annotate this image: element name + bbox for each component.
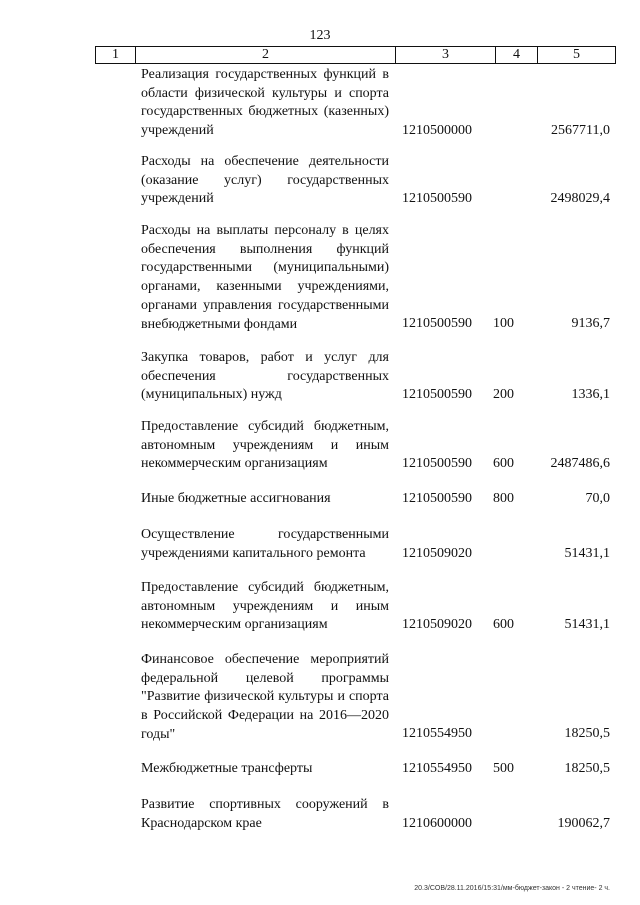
row-type: 600 xyxy=(493,456,514,471)
row-code: 1210500590 xyxy=(402,316,472,331)
row-type: 500 xyxy=(493,761,514,776)
row-description: Реализация государственных функций в области физической культуры и спорта государственных бюджетных (казенных) учреждений xyxy=(141,67,389,139)
row-description: Расходы на выплаты персоналу в целях обеспечения выполнения функций государственными (муниципальными) органами, казенными учреждениями, органами управления государственными внебюджетными фондами xyxy=(141,223,389,332)
row-description: Расходы на обеспечение деятельности (оказание услуг) государственных учреждений xyxy=(141,154,389,207)
document-stamp-text: 20.3/COB/28.11.2016/15:31/мм-бюджет-закон - 2 чтение- 2 ч. xyxy=(414,885,610,892)
row-amount: 70,0 xyxy=(585,491,610,506)
row-amount: 2498029,4 xyxy=(550,191,610,206)
row-amount: 1336,1 xyxy=(571,387,610,402)
row-code: 1210500590 xyxy=(402,387,472,402)
row-amount: 18250,5 xyxy=(564,726,610,741)
header-col-3: 3 xyxy=(396,47,496,63)
row-description: Предоставление субсидий бюджетным, автономным учреждениям и иным некоммерческим организациям xyxy=(141,580,389,633)
row-description: Иные бюджетные ассигнования xyxy=(141,491,331,506)
row-code: 1210500590 xyxy=(402,456,472,471)
row-description: Межбюджетные трансферты xyxy=(141,761,313,776)
row-code: 1210600000 xyxy=(402,816,472,831)
row-description: Предоставление субсидий бюджетным, автономным учреждениям и иным некоммерческим организациям xyxy=(141,419,389,472)
header-col-2: 2 xyxy=(136,47,396,63)
header-col-4: 4 xyxy=(496,47,538,63)
row-amount: 51431,1 xyxy=(564,617,610,632)
row-description: Развитие спортивных сооружений в Краснодарском крае xyxy=(141,797,389,831)
row-code: 1210509020 xyxy=(402,546,472,561)
row-amount: 190062,7 xyxy=(557,816,610,831)
row-amount: 51431,1 xyxy=(564,546,610,561)
row-type: 800 xyxy=(493,491,514,506)
row-description: Закупка товаров, работ и услуг для обеспечения государственных (муниципальных) нужд xyxy=(141,350,389,403)
row-code: 1210554950 xyxy=(402,726,472,741)
row-code: 1210500000 xyxy=(402,123,472,138)
header-col-1: 1 xyxy=(96,47,136,63)
row-amount: 18250,5 xyxy=(564,761,610,776)
row-amount: 2567711,0 xyxy=(551,123,610,138)
row-code: 1210500590 xyxy=(402,191,472,206)
row-amount: 2487486,6 xyxy=(550,456,610,471)
footer xyxy=(0,885,640,905)
header-col-5: 5 xyxy=(573,47,580,62)
row-code: 1210500590 xyxy=(402,491,472,506)
row-code: 1210554950 xyxy=(402,761,472,776)
page-number: 123 xyxy=(309,28,331,43)
row-type: 200 xyxy=(493,387,514,402)
row-amount: 9136,7 xyxy=(571,316,610,331)
row-type: 100 xyxy=(493,316,514,331)
table-header xyxy=(95,46,616,64)
row-description: Финансовое обеспечение мероприятий федеральной целевой программы "Развитие физической культуры и спорта в Российской Федерации на 2016—2020 годы" xyxy=(141,652,389,742)
row-description: Осуществление государственными учреждениями капитального ремонта xyxy=(141,527,389,561)
row-code: 1210509020 xyxy=(402,617,472,632)
row-type: 600 xyxy=(493,617,514,632)
